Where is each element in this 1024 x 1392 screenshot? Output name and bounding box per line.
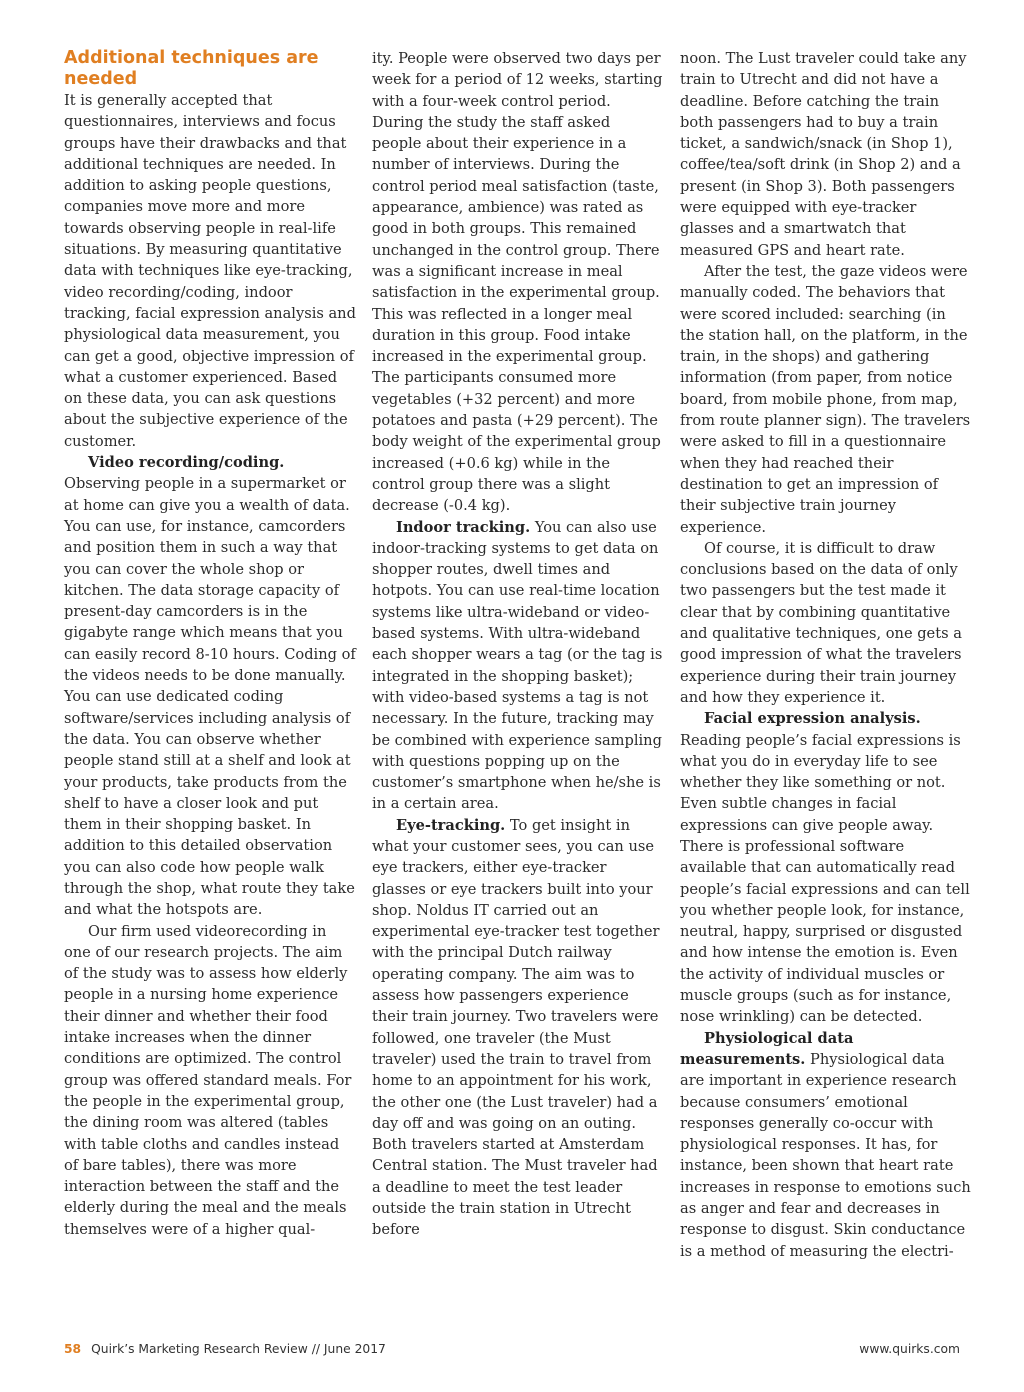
run-in-heading: Physiological data measurements. [680, 1029, 854, 1068]
run-in-heading: Eye-tracking. [396, 816, 506, 834]
paragraph: noon. The Lust traveler could take any train to Utrecht and did not have a deadline. Before catching the train both passengers had to buy a train ticket, a sandwich/snack (in Shop 1), coffee/tea/soft drink (in Shop 2) and a present (in Shop 3). Both passengers were equipped with eye-tracker glasses and a smartwatch that measured GPS and heart rate. [680, 50, 967, 259]
publication-name: Quirk’s Marketing Research Review // June 2017 [91, 1342, 386, 1356]
paragraph: Our firm used videorecording in one of our research projects. The aim of the study was to assess how elderly people in a nursing home experience their dinner and whether their food intake increases when the dinner conditions are optimized. The control group was offered standard meals. For the people in the experimental group, the dining room was altered (tables with table cloths and candles instead of bare tables), there was more interaction between the staff and the elderly during the meal and the meals themselves were of a higher qual- [64, 922, 352, 1238]
paragraph-text: To get insight in what your customer sees, you can use eye trackers, either eye-tracker glasses or eye trackers built into your shop. Noldus IT carried out an experimental eye-tracker test together with the principal Dutch railway operating company. The aim was to assess how passengers experience their train journey. Two travelers were followed, one traveler (the Must traveler) used the train to travel from home to an appointment for his work, the other one (the Lust traveler) had a day off and was going on an outing. Both travelers started at Amsterdam Central station. The Must traveler had a deadline to meet the test leader outside the train station in Utrecht before [372, 816, 660, 1239]
run-in-heading: Video recording/coding. [88, 454, 285, 472]
run-in-heading: Facial expression analysis. [704, 710, 921, 728]
column-1 [64, 48, 356, 1240]
paragraph [680, 1028, 972, 1262]
paragraph [680, 708, 972, 1027]
paragraph [372, 517, 664, 815]
website-url: www.quirks.com [859, 1342, 960, 1356]
paragraph-text: You can also use indoor-tracking systems to get data on shopper routes, dwell times and hotpots. You can use real-time location systems like ultra-wideband or video-based systems. With ultra-wideband each shopper wears a tag (or the tag is integrated in the shopping basket); with video-based systems a tag is not necessary. In the future, tracking may be combined with experience sampling with questions popping up on the customer’s smartphone when he/she is in a certain area. [372, 518, 663, 813]
paragraph [372, 815, 664, 1241]
footer-left [64, 1342, 386, 1356]
paragraph-text: Physiological data are important in experience research because consumers’ emotional responses generally co-occur with physiological responses. It has, for instance, been shown that heart rate increases in response to emotions such as anger and fear and decreases in response to disgust. Skin conductance is a method of measuring the electri- [680, 1050, 971, 1260]
page-number: 58 [64, 1342, 82, 1356]
paragraph: It is generally accepted that questionnaires, interviews and focus groups have their drawbacks and that additional techniques are needed. In addition to asking people questions, companies move more and more towards observing people in real-life situations. By measuring quantitative data with techniques like eye-tracking, video recording/coding, indoor tracking, facial expression analysis and physiological data measurement, you can get a good, objective impression of what a customer experienced. Based on these data, you can ask questions about the subjective experience of the customer. [64, 92, 356, 450]
paragraph: ity. People were observed two days per week for a period of 12 weeks, starting with a four-week control period. During the study the staff asked people about their experience in a number of interviews. During the control period meal satisfaction (taste, appearance, ambience) was rated as good in both groups. This remained unchanged in the control group. There was a significant increase in meal satisfaction in the experimental group. This was reflected in a longer meal duration in this group. Food intake increased in the experimental group. The participants consumed more vegetables (+32 percent) and more potatoes and pasta (+29 percent). The body weight of the experimental group increased (+0.6 kg) while in the control group there was a slight decrease (-0.4 kg). [372, 50, 663, 515]
column-2 [372, 48, 664, 1241]
paragraph-text: Reading people’s facial expressions is what you do in everyday life to see whether they like something or not. Even subtle changes in facial expressions can give people away. There is professional software available that can automatically read people’s facial expressions and can tell you whether people look, for instance, neutral, happy, surprised or disgusted and how intense the emotion is. Even the activity of individual muscles or muscle groups (such as for instance, nose wrinkling) can be detected. [680, 731, 970, 1026]
run-in-heading: Indoor tracking. [396, 518, 531, 536]
paragraph: After the test, the gaze videos were manually coded. The behaviors that were scored included: searching (in the station hall, on the platform, in the train, in the shops) and gathering information (from paper, from notice board, from mobile phone, from map, from route planner sign). The travelers were asked to fill in a questionnaire when they had reached their destination to get an impression of their subjective train journey experience. [680, 262, 971, 536]
column-3 [680, 48, 972, 1262]
paragraph-text: Observing people in a supermarket or at home can give you a wealth of data. You can use, for instance, camcorders and position them in such a way that you can cover the whole shop or kitchen. The data storage capacity of present-day camcorders is in the gigabyte range which means that you can easily record 8-10 hours. Coding of the videos needs to be done manually. You can use dedicated coding software/services including analysis of the data. You can observe whether people stand still at a shelf and look at your products, take products from the shelf to have a closer look and put them in their shopping basket. In addition to this detailed observation you can also code how people walk through the shop, what route they take and what the hotspots are. [64, 475, 356, 919]
paragraph [64, 452, 356, 921]
page-footer [64, 1342, 960, 1360]
paragraph: Of course, it is difficult to draw conclusions based on the data of only two passengers but the test made it clear that by combining quantitative and qualitative techniques, one gets a good impression of what the travelers experience during their train journey and how they experience it. [680, 539, 962, 706]
section-heading: Additional techniques are needed [64, 48, 319, 89]
